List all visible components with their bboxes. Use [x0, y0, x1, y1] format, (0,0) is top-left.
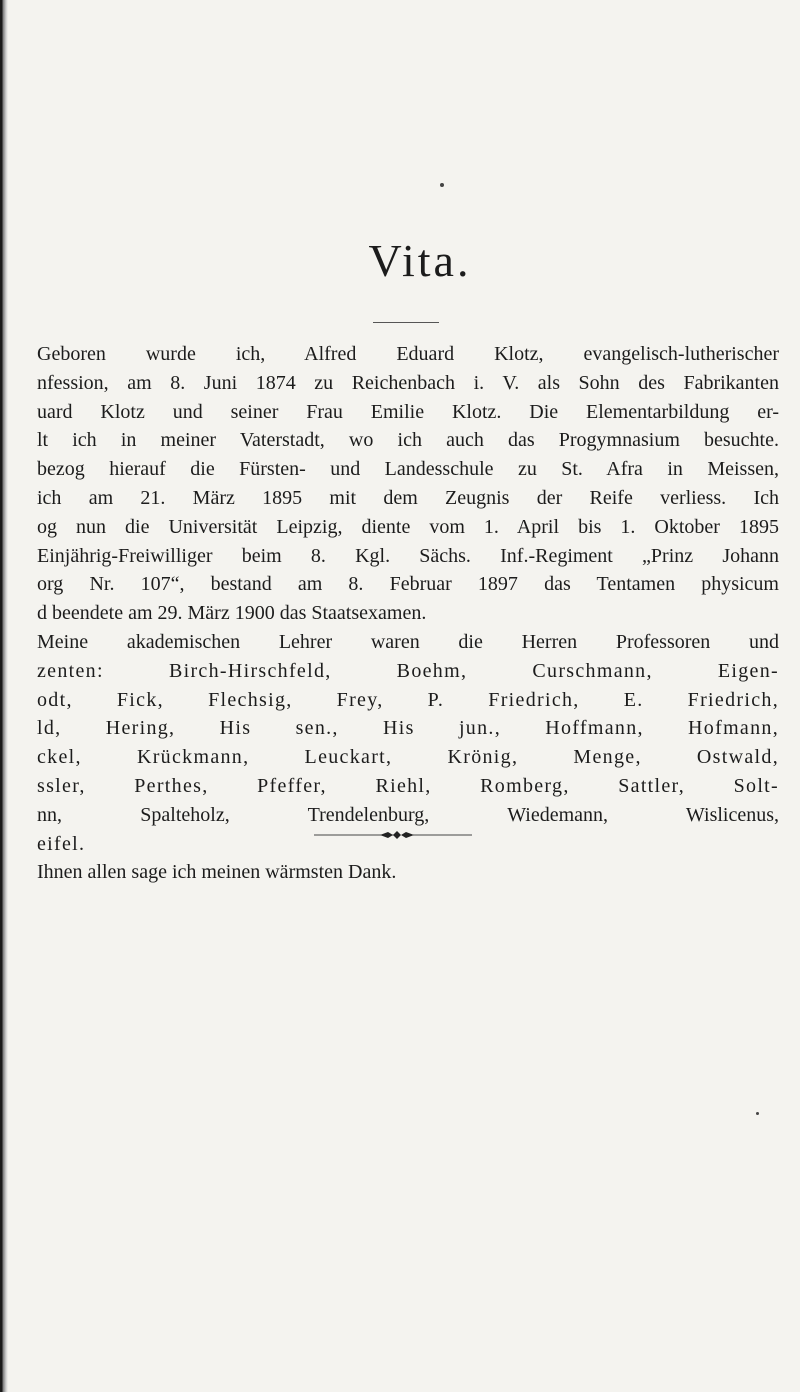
- text-line: Meine akademischen Lehrer waren die Herren Professoren und: [37, 630, 779, 653]
- page-title: Vita.: [368, 235, 472, 286]
- text-line: lt ich in meiner Vaterstadt, wo ich auch das Progymnasium besuchte.: [37, 429, 779, 452]
- text-line: d beendete am 29. März 1900 das Staatsexamen.: [37, 602, 427, 625]
- text-line: nfession, am 8. Juni 1874 zu Reichenbach i. V. als Sohn des Fabrikanten: [37, 371, 779, 394]
- fleuron-divider-icon: [0, 828, 800, 842]
- text-line: eifel.: [37, 832, 86, 855]
- text-line: bezog hierauf die Fürsten- und Landesschule zu St. Afra in Meissen,: [37, 458, 779, 481]
- text-line: og nun die Universität Leipzig, diente vom 1. April bis 1. Oktober 1895: [37, 515, 779, 538]
- paragraph-teachers: [37, 628, 779, 858]
- text-line: odt, Fick, Flechsig, Frey, P. Friedrich, E. Friedrich,: [37, 688, 779, 711]
- text-line: ssler, Perthes, Pfeffer, Riehl, Romberg, Sattler, Solt-: [37, 774, 779, 797]
- text-line: ld, Hering, His sen., His jun., Hoffmann, Hofmann,: [37, 717, 779, 740]
- print-speck: [440, 183, 444, 187]
- print-speck: [756, 1112, 759, 1115]
- body-text: [37, 340, 779, 887]
- binding-edge: [0, 0, 8, 1392]
- closing-line: Ihnen allen sage ich meinen wärmsten Dank.: [37, 861, 397, 884]
- title-rule: [373, 322, 439, 323]
- text-line: uard Klotz und seiner Frau Emilie Klotz. Die Elementarbildung er-: [37, 400, 779, 423]
- text-line: ckel, Krückmann, Leuckart, Krönig, Menge, Ostwald,: [37, 746, 779, 769]
- text-line: org Nr. 107“, bestand am 8. Februar 1897 das Tentamen physicum: [37, 573, 779, 596]
- text-line: Geboren wurde ich, Alfred Eduard Klotz, evangelisch-lutherischer: [37, 343, 779, 365]
- paragraph-biography: [37, 340, 779, 628]
- text-line: Einjährig-Freiwilliger beim 8. Kgl. Sächs. Inf.-Regiment „Prinz Johann: [37, 544, 779, 567]
- text-line: ich am 21. März 1895 mit dem Zeugnis der Reife verliess. Ich: [37, 486, 779, 509]
- text-line: zenten: Birch-Hirschfeld, Boehm, Curschmann, Eigen-: [37, 659, 779, 682]
- text-line: nn, Spalteholz, Trendelenburg, Wiedemann, Wislicenus,: [37, 803, 779, 826]
